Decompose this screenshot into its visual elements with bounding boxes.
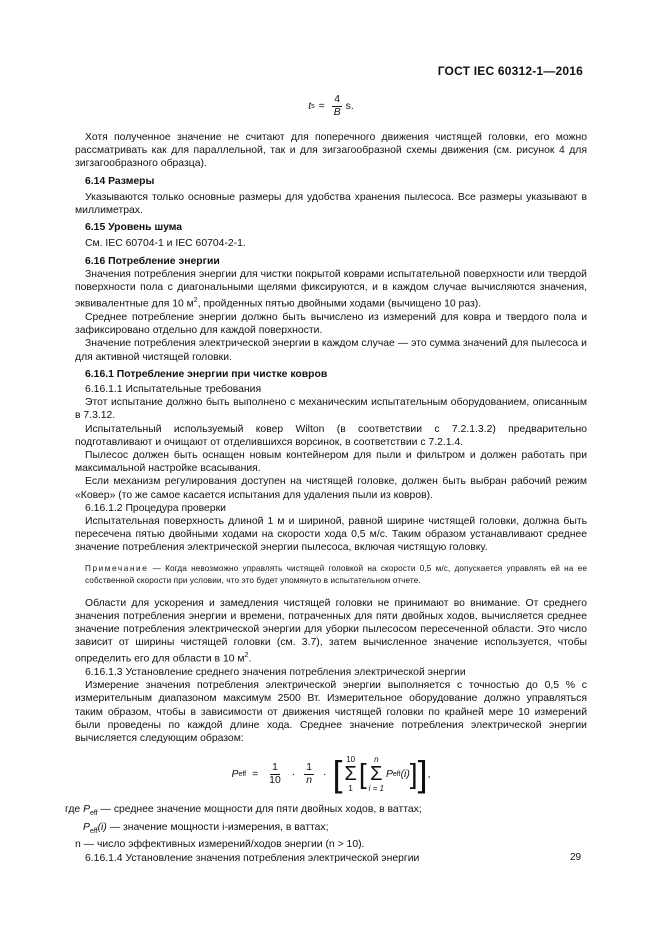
sum-upper: 10 xyxy=(346,755,356,765)
definition-symbol: P xyxy=(83,804,90,816)
sigma-symbol: Σ xyxy=(370,763,383,786)
section-heading-6-16-1: 6.16.1 Потребление энергии при чистке ковров xyxy=(85,368,328,380)
definition-item: n — число эффективных измерений/ходов энергии (n > 10). xyxy=(75,838,365,850)
superscript: 2 xyxy=(193,297,198,305)
subsection-heading-6-16-1-4: 6.16.1.4 Установление значения потребления электрической энергии xyxy=(85,853,420,865)
inner-bracket-left: [ xyxy=(358,758,367,790)
definition-symbol: P xyxy=(83,821,90,833)
paragraph: См. IEC 60704-1 и IEC 60704-2-1. xyxy=(85,238,246,250)
section-heading-6-15: 6.15 Уровень шума xyxy=(85,222,183,234)
paragraph-text: . xyxy=(248,653,252,665)
paragraph: Пылесос должен быть оснащен новым контейнером для пыли и фильтром и должен работать при максимальной настройке всасывания. xyxy=(75,449,587,475)
superscript: 2 xyxy=(244,652,249,660)
formula-peff-term: P xyxy=(385,768,393,780)
document-body xyxy=(65,90,587,865)
definition-arg: (i) xyxy=(97,821,107,833)
formula-peff: P eff = $\frac{1}{10}$ · $\frac{1}{n}$ · [ 10 Σ 1 [ n Σ i = 1 P eff (i) ] ] , xyxy=(231,753,431,795)
formula-ts-den: B xyxy=(333,107,341,118)
formula-peff-lhs-sub: eff xyxy=(238,770,247,778)
fraction-den: 10 xyxy=(269,774,281,786)
definition-item xyxy=(83,821,587,838)
note-text: — Когда невозможно управлять чистящей головкой на скорости 0,5 м/с, допускается управлять ей на ее собственной скорости при условии, что это будет упомянуто в испытательном отчете. xyxy=(85,563,587,585)
formula-peff-fraction-1 xyxy=(267,762,283,787)
formula-peff-lhs: P xyxy=(231,768,239,780)
paragraph: Измерение значения потребления электрической энергии выполняется с точностью до 0,5 % с измерительным диапазоном максимум 2500 Вт. Измерительное оборудование должно управляться таким образом, чтобы в зависимости от движения чистящей головки по крайней мере 10 измерений были проведены по каждой длине хода. Среднее значение потребления электрической энергии вычисляется следующим образом: xyxy=(75,680,587,745)
outer-sum xyxy=(344,755,356,793)
subsection-heading-6-16-1-3: 6.16.1.3 Установление среднего значения потребления электрической энергии xyxy=(85,667,466,679)
definition-text: — среднее значение мощности для пяти двойных ходов, в ваттах; xyxy=(97,804,422,816)
formula-ts: t s = $\frac{4}{B}$ s. xyxy=(308,94,354,118)
sum-lower: i = 1 xyxy=(368,784,384,794)
formula-peff-term-arg: (i) xyxy=(400,768,410,780)
definition-item xyxy=(65,803,587,820)
fraction-num: 1 xyxy=(272,761,278,773)
definitions xyxy=(65,803,587,851)
section-heading-6-16: 6.16 Потребление энергии xyxy=(85,255,220,267)
outer-bracket-left: [ xyxy=(332,753,343,795)
formula-peff-term-sub: eff xyxy=(392,770,401,778)
paragraph: Значение потребления электрической энергии в каждом случае — это сумма значений для пылесоса и для активной чистящей головки. xyxy=(75,338,587,363)
definition-prefix: где xyxy=(65,804,84,816)
subsection-heading-6-16-1-2: 6.16.1.2 Процедура проверки xyxy=(85,502,226,514)
paragraph: Если механизм регулирования доступен на чистящей головке, должен быть выбран рабочий режим «Ковер» (то же самое касается испытания для удаления пыли из ковров). xyxy=(75,476,587,501)
sum-upper: n xyxy=(374,755,379,765)
sum-lower: 1 xyxy=(348,784,353,794)
paragraph: Указываются только основные размеры для удобства хранения пылесоса. Все размеры указывают в миллиметрах. xyxy=(75,191,587,217)
paragraph: Среднее потребление энергии должно быть вычислено из измерений для ковра и твердого пола и зафиксировано отдельно для каждой поверхности. xyxy=(75,311,587,337)
outer-bracket-right: ] xyxy=(417,753,428,795)
fraction-num: 1 xyxy=(306,761,312,773)
formula-peff-fraction-2 xyxy=(304,762,314,787)
formula-ts-fraction xyxy=(332,94,343,119)
page-number: 29 xyxy=(570,852,582,863)
definition-text: — значение мощности i-измерения, в ваттах; xyxy=(106,821,329,833)
formula-ts-lhs: t xyxy=(308,100,312,112)
fraction-den: n xyxy=(306,774,312,786)
formula-ts-num: 4 xyxy=(334,94,341,105)
paragraph: Испытательная поверхность длиной 1 м и шириной, равной ширине чистящей головки, должна быть пересечена пятью двойными ходами на скорости хода 0,5 м/с. Таким образом устанавливают среднее значение потребления электрической энергии пылесоса, включая чистящую головку. xyxy=(75,515,587,554)
paragraph-text: Области для ускорения и замедления чистящей головки не принимают во внимание. От среднего значения потребления энергии и времени, потраченных для пяти двойных ходов, вычисляется среднее значение потребления электрической энергии для уборки пылесосом пересеченной области. Это число зависит от ширины чистящей головки (см. 3.7), затем вычисленное значение используется, чтобы определить его для области в 10 м xyxy=(75,597,587,665)
paragraph-text: Значения потребления энергии для чистки покрытой коврами испытательной поверхности или твердой поверхности пола с диагональными щелями фиксируются, и в каждом случае вычисляются значения, эквивалентные для 10 м xyxy=(75,268,587,310)
inner-sum xyxy=(369,755,384,793)
paragraph: Этот испытание должно быть выполнено с механическим испытательным оборудованием, описанным в 7.3.12. xyxy=(75,397,587,422)
formula-ts-unit: s. xyxy=(345,100,354,112)
paragraph-text: , пройденных пятью двойными ходами (вычищено 10 раз). xyxy=(197,298,482,310)
paragraph xyxy=(75,268,587,311)
paragraph: Хотя полученное значение не считают для поперечного движения чистящей головки, его можно рассматривать как для параллельной, так и для зигзагообразной схемы движения (см. рисунок 4 для зигзагообразного образца). xyxy=(75,132,587,170)
definition-sub: eff xyxy=(89,827,98,835)
section-heading-6-14: 6.14 Размеры xyxy=(85,175,155,187)
subsection-heading-6-16-1-1: 6.16.1.1 Испытательные требования xyxy=(85,383,262,395)
definition-sub: eff xyxy=(90,810,98,818)
note xyxy=(85,563,587,587)
sigma-symbol: Σ xyxy=(344,763,357,786)
paragraph: Испытательный используемый ковер Wilton (в соответствии с 7.2.1.3.2) предварительно подготавливают и очищают от отделившихся ворсинок, в соответствии с 7.2.1.4. xyxy=(75,423,587,448)
inner-bracket-right: ] xyxy=(409,758,418,790)
paragraph xyxy=(75,597,587,666)
standard-header: ГОСТ IEC 60312-1—2016 xyxy=(437,64,583,78)
formula-peff-tail: , xyxy=(427,768,431,780)
note-label: Примечание xyxy=(85,563,149,573)
formula-ts-lhs-sub: s xyxy=(311,102,315,110)
